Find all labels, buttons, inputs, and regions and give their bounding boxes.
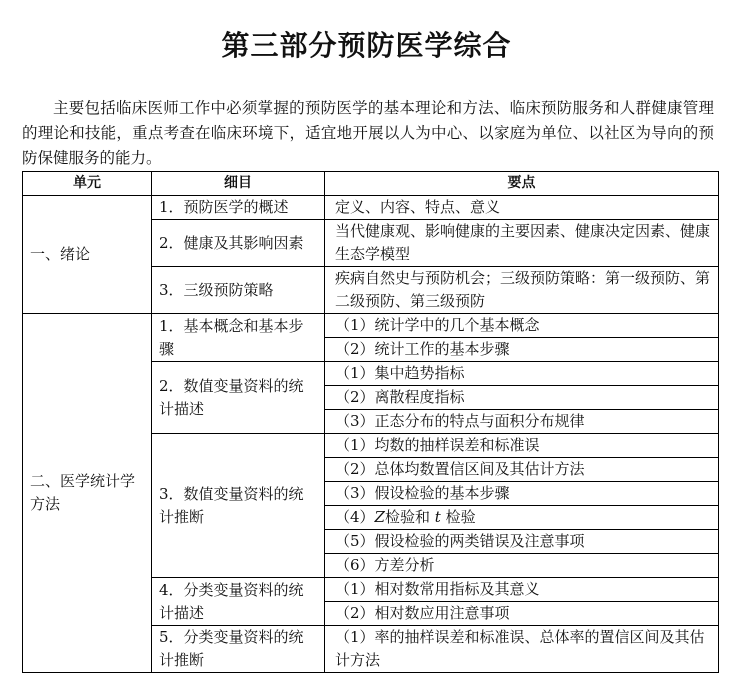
unit-cell: 二、医学统计学方法 <box>23 314 152 673</box>
point-cell: （1）集中趋势指标 <box>325 362 719 386</box>
point-cell: （2）总体均数置信区间及其估计方法 <box>325 458 719 482</box>
point-cell: （2）相对数应用注意事项 <box>325 602 719 626</box>
z-symbol: Z <box>374 508 385 526</box>
t-test-text: 检验 <box>445 508 476 526</box>
item-cell: 3．数值变量资料的统计推断 <box>152 434 325 578</box>
syllabus-table <box>22 171 719 673</box>
header-item: 细目 <box>152 172 325 196</box>
point-cell: （2）离散程度指标 <box>325 386 719 410</box>
point-cell: （3）正态分布的特点与面积分布规律 <box>325 410 719 434</box>
table-row <box>23 314 719 338</box>
item-cell: 2．数值变量资料的统计描述 <box>152 362 325 434</box>
header-points: 要点 <box>325 172 719 196</box>
point-cell: （1）相对数常用指标及其意义 <box>325 578 719 602</box>
table-row <box>23 196 719 220</box>
point-cell <box>325 506 719 530</box>
page-title: 第三部分预防医学综合 <box>221 29 512 62</box>
table-header-row <box>23 172 719 196</box>
point-cell: （3）假设检验的基本步骤 <box>325 482 719 506</box>
item-cell: 3．三级预防策略 <box>152 267 325 314</box>
z-test-text: 检验和 <box>384 508 430 526</box>
point-cell: （1）统计学中的几个基本概念 <box>325 314 719 338</box>
item-cell: 2．健康及其影响因素 <box>152 220 325 267</box>
intro-paragraph: 主要包括临床医师工作中必须掌握的预防医学的基本理论和方法、临床预防服务和人群健康管理的理论和技能，重点考查在临床环境下，适宜地开展以人为中心、以家庭为单位、以社区为导向的预防保健服务的能力。 <box>22 99 714 167</box>
point-cell: 当代健康观、影响健康的主要因素、健康决定因素、健康生态学模型 <box>325 220 719 267</box>
unit-cell: 一、绪论 <box>23 196 152 314</box>
point-cell: 定义、内容、特点、意义 <box>325 196 719 220</box>
point-cell: （1）率的抽样误差和标准误、总体率的置信区间及其估计方法 <box>325 626 719 673</box>
item-cell: 1．基本概念和基本步骤 <box>152 314 325 362</box>
item-cell: 5．分类变量资料的统计推断 <box>152 626 325 673</box>
item-cell: 1．预防医学的概述 <box>152 196 325 220</box>
header-unit: 单元 <box>23 172 152 196</box>
point-cell: （5）假设检验的两类错误及注意事项 <box>325 530 719 554</box>
point-cell: （2）统计工作的基本步骤 <box>325 338 719 362</box>
point-cell: （6）方差分析 <box>325 554 719 578</box>
t-symbol: t <box>434 508 441 526</box>
point-cell: （1）均数的抽样误差和标准误 <box>325 434 719 458</box>
item-cell: 4．分类变量资料的统计描述 <box>152 578 325 626</box>
point-cell: 疾病自然史与预防机会；三级预防策略：第一级预防、第二级预防、第三级预防 <box>325 267 719 314</box>
point-number: （4） <box>335 508 375 526</box>
